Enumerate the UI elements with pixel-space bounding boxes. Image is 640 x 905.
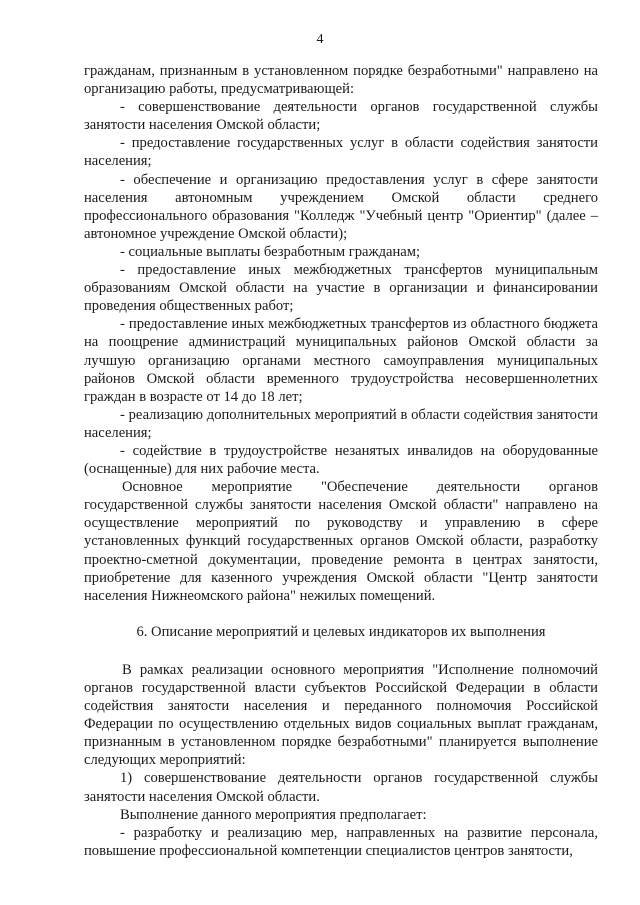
page-number: 4 (316, 32, 324, 47)
list-item: - обеспечение и организацию предоставления услуг в сфере занятости населения автономным учреждением Омской области среднего профессионального образования "Колледж "Учебный центр "Ориентир" (далее – автономное учреждение Омской области); (84, 171, 598, 242)
list-item: - предоставление иных межбюджетных трансфертов муниципальным образованиям Омской области на участие в организации и финансировании проведения общественных работ; (84, 262, 598, 315)
list-item: - разработку и реализацию мер, направленных на развитие персонала, повышение профессиональной компетенции специалистов центров занятости, (84, 824, 598, 859)
paragraph: В рамках реализации основного мероприятия "Исполнение полномочий органов государственной власти субъектов Российской Федерации в области содействия занятости населения и переданного полномочия Российской Федерации по осуществлению отдельных видов социальных выплат гражданам, признанным в установленном порядке безработными" планируется выполнение следующих мероприятий: (84, 661, 598, 769)
list-item: - предоставление иных межбюджетных трансфертов из областного бюджета на поощрение администраций муниципальных районов Омской области за лучшую организацию органами местного самоуправления муниципальных районов Омской области временного трудоустройства несовершеннолетних граждан в возрасте от 14 до 18 лет; (84, 316, 598, 405)
paragraph: гражданам, признанным в установленном порядке безработными" направлено на организацию работы, предусматривающей: (84, 63, 598, 98)
list-item: - содействие в трудоустройстве незанятых инвалидов на оборудованные (оснащенные) для них рабочие места. (84, 442, 598, 478)
document-body (84, 62, 598, 860)
section-heading: 6. Описание мероприятий и целевых индикаторов их выполнения (136, 623, 546, 640)
list-item: - реализацию дополнительных мероприятий в области содействия занятости населения; (84, 406, 598, 441)
paragraph: Выполнение данного мероприятия предполагает: (120, 806, 427, 823)
paragraph: Основное мероприятие "Обеспечение деятельности органов государственной службы занятости населения Омской области" направлено на осуществление мероприятий по руководству и управлению в сфере установленных функций государственных органов Омской области, разработку проектно-сметной документации, проведение ремонта в центрах занятости, приобретение для казенного учреждения Омской области "Центр занятости населения Нижнеомского района" нежилых помещений. (84, 479, 598, 604)
list-item: - совершенствование деятельности органов государственной службы занятости населения Омской области; (84, 99, 598, 134)
list-item: 1) совершенствование деятельности органов государственной службы занятости населения Омской области. (84, 770, 598, 805)
list-item: - предоставление государственных услуг в области содействия занятости населения; (84, 135, 598, 170)
list-item: - социальные выплаты безработным гражданам; (120, 243, 421, 260)
